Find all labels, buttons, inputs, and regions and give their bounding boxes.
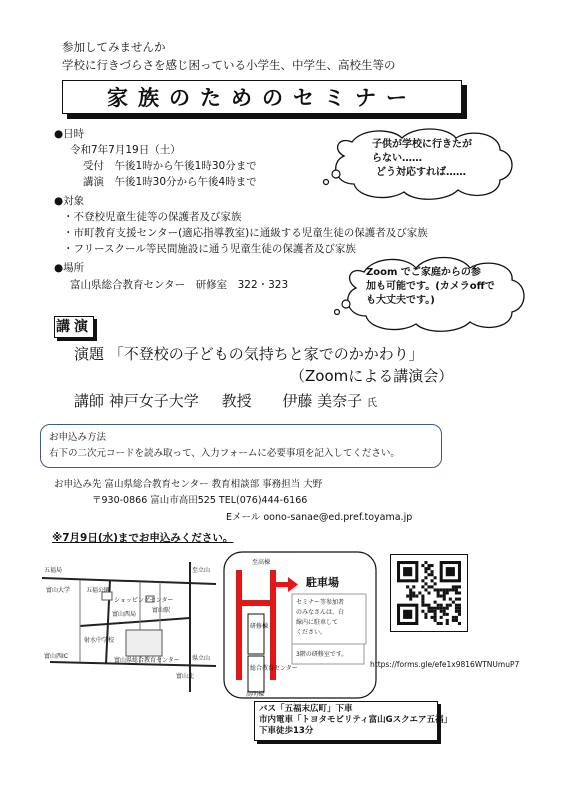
speaker-org: 神戸女子大学 [108,392,199,410]
speaker-suffix: 氏 [366,398,377,409]
access-line: 市内電車「トヨタモビリティ富山Gスクエア五福」 [259,715,452,725]
deadline-notice: ※7月9日(水)までお申込みください。 [52,532,234,544]
schedule-label: ●日時 [54,128,85,140]
schedule-lecture: 講演 午後1時30分から午後4時まで [83,176,257,188]
parking-label: 駐車場 [306,576,339,589]
apply-text: 右下の二次元コードを読み取って、入力フォームに必要事項を記入してください。 [49,448,400,459]
lecture-heading: 講演 [54,316,94,338]
map-label: 富山西局 [112,611,137,618]
target-label: ●対象 [54,195,85,207]
map-label: 五福公園 [86,587,111,594]
map-label: 富山県総合教育センター [114,657,180,664]
speaker-title: 教授 [221,392,252,410]
target-audience-line: 学校に行きづらさを感じ困っている小学生、中学生、高校生等の [62,58,396,72]
site-bottom-label: 高明棟 [246,691,265,698]
site-top-label: 至高棟 [252,559,271,566]
map-label: 富山駅 [152,607,171,614]
access-info [254,701,452,741]
parking-note-line: セミナー等参加者 [296,599,345,606]
map-label: 県立山 [192,655,211,662]
qr-code-icon[interactable] [397,561,461,625]
topic-subtitle: （Zoomによる講演会） [290,367,454,385]
cloud2-text [366,266,495,308]
topic-title: 「不登校の子どもの気持ちと家でのかかわり」 [108,345,424,363]
seminar-title: 家族のためのセミナー [107,86,417,110]
schedule-reception: 受付 午後1時から午後1時30分まで [83,160,257,172]
map-label: 富山西IC [44,653,68,660]
site-map [222,550,378,700]
application-method-box [40,424,442,468]
cloud2-line: 加も可能です。(カメラoffで [366,281,495,292]
contact-line-1: お申込み先 富山県総合教育センター 教育相談部 事務担当 大野 [54,479,323,490]
cloud1-line: どう対応すれば…… [376,167,466,178]
access-line: バス「五福末広町」下車 [259,704,353,714]
schedule-date: 令和7年7月19日（土） [70,144,181,156]
place-label: ●場所 [54,262,85,274]
topic-label: 演題 [74,345,105,363]
floor-note: 3階の研修室です。 [296,651,348,658]
speaker-line [74,391,377,414]
access-line: 下車徒歩13分 [259,726,314,736]
map-label: ショッピングセンター [114,597,174,604]
target-item-1: ・不登校児童生徒等の保護者及び家族 [63,211,242,223]
map-label: 富山大学 [46,587,71,594]
building-label: 研修棟 [250,623,269,630]
apply-title: お申込み方法 [49,432,107,443]
parking-note-line: ください。 [296,629,327,636]
speaker-label: 講師 [74,392,105,410]
map-label: 射水中学校 [84,637,115,644]
speaker-name: 伊藤 美奈子 [282,392,363,410]
place-value: 富山県総合教育センター 研修室 322・323 [70,279,289,291]
map-label: 至立山 [192,567,211,574]
cloud2-line: Zoom でご家庭からの参 [366,267,481,278]
contact-address: 〒930-0866 富山市高田525 TEL(076)444-6166 [92,495,308,506]
cloud1-text [372,138,472,180]
qr-code-frame[interactable] [390,554,468,632]
seminar-title-box [62,80,462,114]
cloud1-line: 子供が学校に行きたが [372,139,472,150]
cloud1-line: らない…… [372,153,422,164]
building-label: 総合教育センター [250,665,298,672]
parking-note-line: のみなさんは、白 [296,609,345,616]
area-map [40,556,220,696]
cloud2-line: も大丈夫です。) [366,295,435,306]
target-item-3: ・フリースクール等民間施設に通う児童生徒の保護者及び家族 [63,243,356,255]
map-label: 富山北 [176,673,195,680]
map-label: 五福局 [44,567,63,574]
target-item-2: ・市町教育支援センター(適応指導教室)に通級する児童生徒の保護者及び家族 [63,227,428,239]
lecture-topic-line [74,344,424,364]
form-url[interactable]: https://forms.gle/efe1x9816WTNUmuP7 [370,660,520,669]
intro-line: 参加してみませんか [62,40,166,54]
parking-note-line: 線内に駐車して [296,619,339,626]
contact-email[interactable]: Eメール oono-sanae@ed.pref.toyama.jp [226,512,413,523]
